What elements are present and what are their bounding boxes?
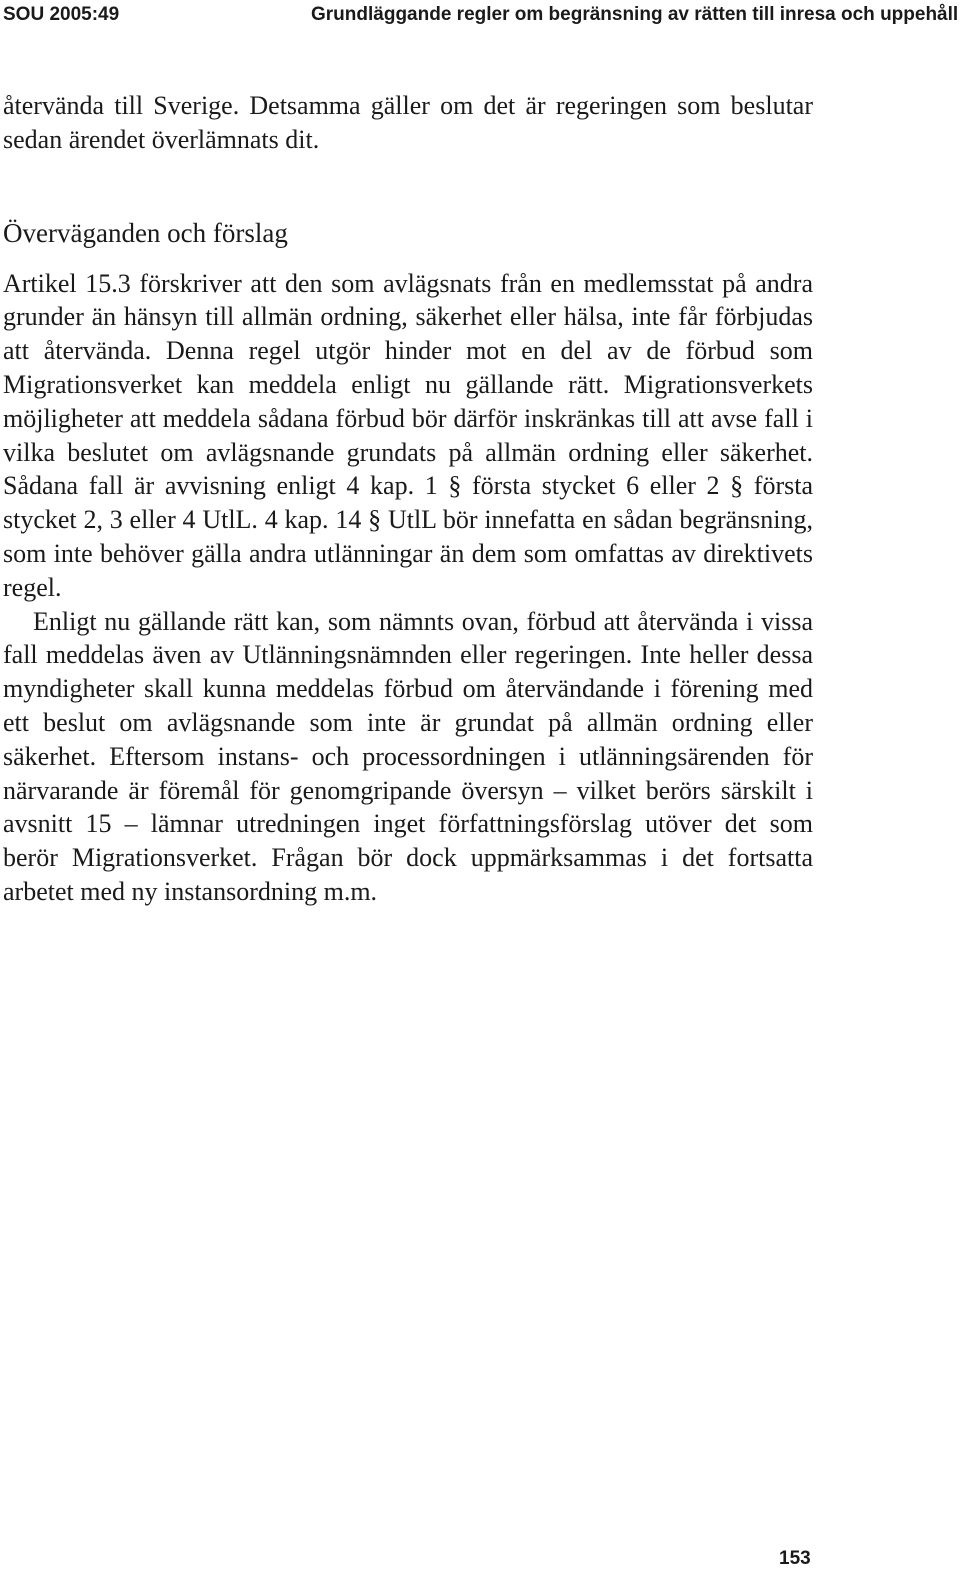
- running-title: Grundläggande regler om begränsning av rätten till inresa och uppehåll: [311, 4, 959, 25]
- document-id: SOU 2005:49: [3, 4, 120, 25]
- body-paragraph-2: Enligt nu gällande rätt kan, som nämnts ovan, förbud att återvända i vissa fall meddelas även av Utlänningsnämnden eller regeringen. Inte heller dessa myndigheter skall kunna meddelas förbud om återvändande i förening med ett beslut om avlägsnande som inte är grundat på allmän ordning eller säkerhet. Eftersom instans- och processordningen i utlänningsärenden för närvarande är föremål för genomgripande översyn – vilket berörs särskilt i avsnitt 15 – lämnar utredningen inget författningsförslag utöver det som berör Migrationsverket. Frågan bör dock uppmärksammas i det fortsatta arbetet med ny instansordning m.m.: [3, 606, 813, 906]
- page-header: [0, 0, 960, 36]
- page-content: [3, 89, 813, 909]
- page-number: 153: [779, 1548, 811, 1569]
- body-paragraph-1: Artikel 15.3 förskriver att den som avlägsnats från en medlemsstat på andra grunder än hänsyn till allmän ordning, säkerhet eller hälsa, inte får förbjudas att återvända. Denna regel utgör hinder mot en del av de förbud som Migrationsverket kan meddela enligt nu gällande rätt. Migrationsverkets möjligheter att meddela sådana förbud bör därför inskränkas till att avse fall i vilka beslutet om avlägsnande grundats på allmän ordning eller säkerhet. Sådana fall är avvisning enligt 4 kap. 1 § första stycket 6 eller 2 § första stycket 2, 3 eller 4 UtlL. 4 kap. 14 § UtlL bör innefatta en sådan begränsning, som inte behöver gälla andra utlänningar än dem som omfattas av direktivets regel.: [3, 268, 813, 602]
- intro-paragraph: återvända till Sverige. Detsamma gäller om det är regeringen som beslutar sedan ärendet överlämnats dit.: [3, 91, 813, 154]
- section-heading: Överväganden och förslag: [3, 217, 288, 248]
